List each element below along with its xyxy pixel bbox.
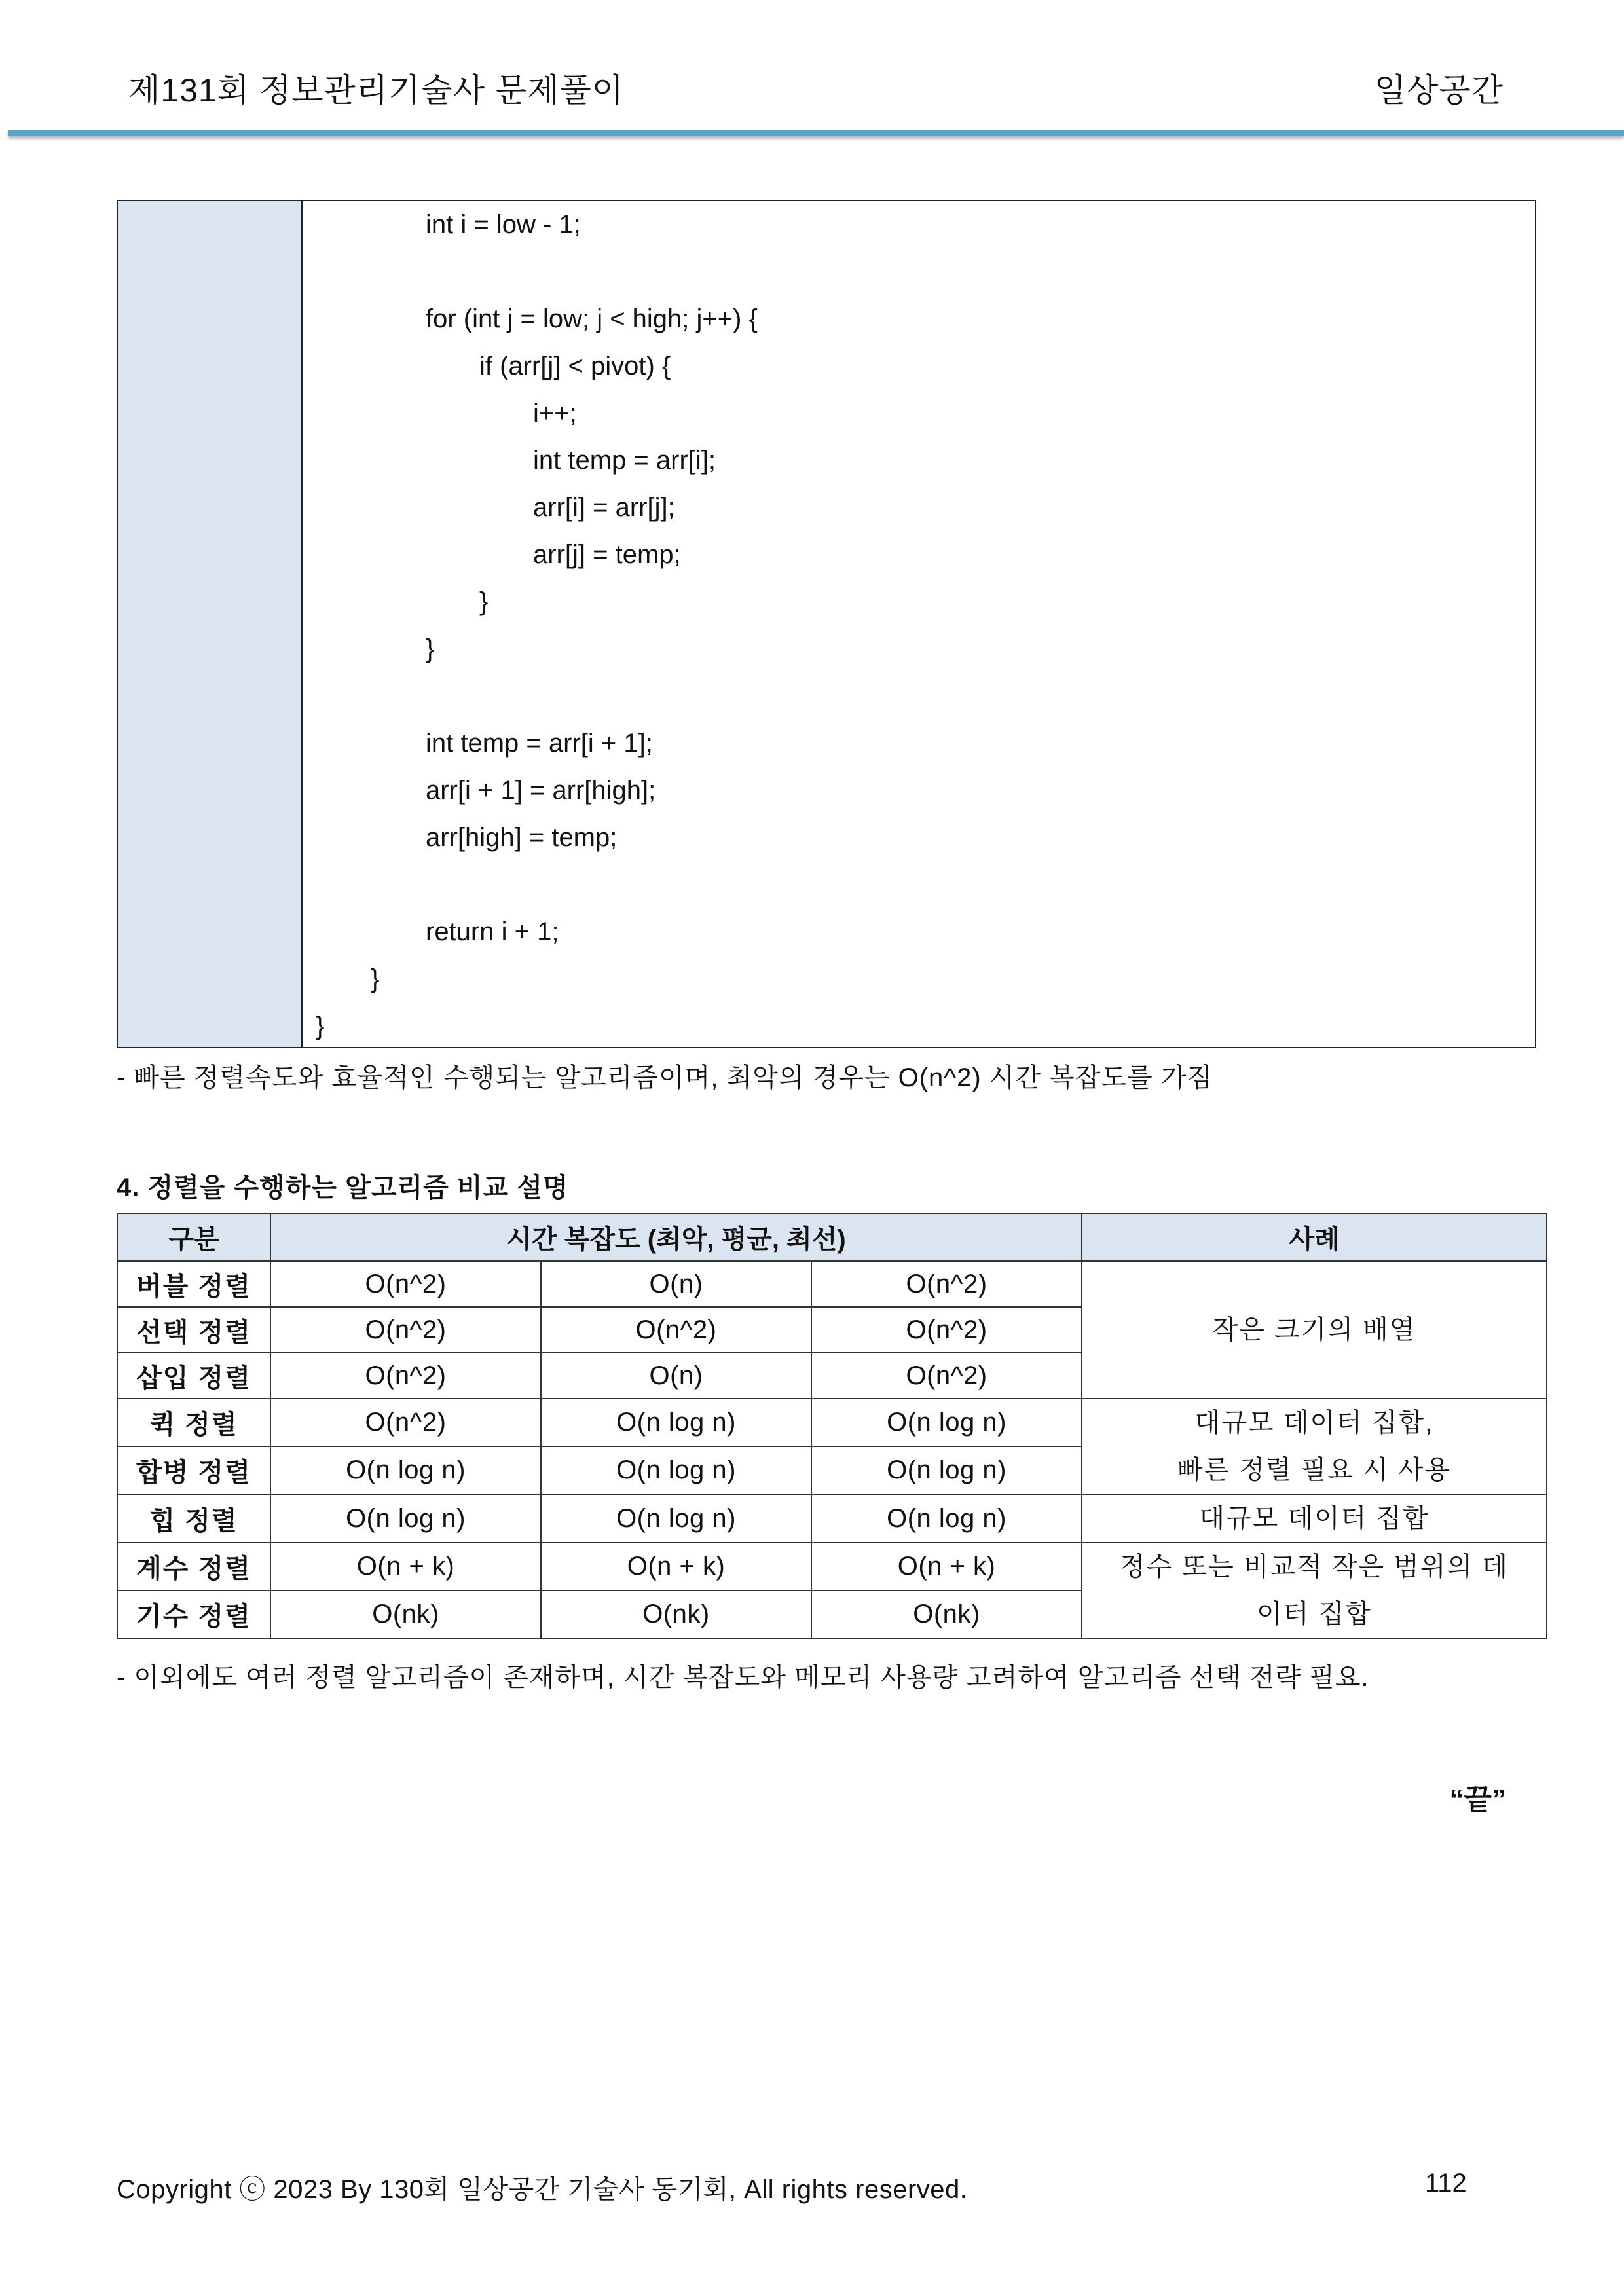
worst-case: O(n log n) [270,1446,541,1494]
average-case: O(n log n) [541,1399,811,1446]
worst-case: O(n log n) [270,1494,541,1543]
average-case: O(n log n) [541,1446,811,1494]
code-body [303,201,1535,1047]
best-case: O(n log n) [811,1446,1082,1494]
table-row [117,1261,1547,1307]
note-quicksort: - 빠른 정렬속도와 효율적인 수행되는 알고리즘이며, 최악의 경우는 O(n^2) 시간 복잡도를 가짐 [117,1063,1213,1092]
example-large-fast-line2: 빠른 정렬 필요 시 사용 [1177,1456,1452,1484]
table-row [117,1399,1547,1446]
row-name: 계수 정렬 [117,1543,270,1590]
code-line: arr[i + 1] = arr[high]; [426,776,656,805]
worst-case: O(n^2) [270,1261,541,1307]
table-header-row [117,1213,1547,1261]
code-line: arr[i] = arr[j]; [533,493,675,522]
code-line: int temp = arr[i]; [533,446,716,475]
code-line: } [479,587,489,616]
code-box [117,200,1536,1048]
worst-case: O(n^2) [270,1399,541,1446]
code-line: return i + 1; [426,917,559,946]
example-integer-line2: 이터 집합 [1257,1600,1372,1628]
code-line: int i = low - 1; [426,210,581,239]
code-line: int temp = arr[i + 1]; [426,729,653,758]
example-large: 대규모 데이터 집합 [1082,1494,1547,1543]
row-name: 선택 정렬 [117,1307,270,1353]
code-side-cell [118,201,303,1047]
example-small-array: 작은 크기의 배열 [1082,1261,1547,1399]
code-line: arr[j] = temp; [533,540,681,569]
row-name: 퀵 정렬 [117,1399,270,1446]
example-integer-line1: 정수 또는 비교적 작은 범위의 데 [1120,1552,1509,1581]
code-line: } [316,1012,325,1040]
code-line: for (int j = low; j < high; j++) { [426,304,758,333]
best-case: O(nk) [811,1590,1082,1638]
average-case: O(nk) [541,1590,811,1638]
row-name: 힙 정렬 [117,1494,270,1543]
best-case: O(n log n) [811,1399,1082,1446]
note-other-algorithms: - 이외에도 여러 정렬 알고리즘이 존재하며, 시간 복잡도와 메모리 사용량 고려하여 알고리즘 선택 전략 필요. [117,1663,1369,1692]
worst-case: O(n^2) [270,1307,541,1353]
col-header-complexity: 시간 복잡도 (최악, 평균, 최선) [270,1213,1082,1261]
section-title: 4. 정렬을 수행하는 알고리즘 비교 설명 [117,1173,569,1202]
col-header-category: 구분 [117,1213,270,1261]
worst-case: O(n^2) [270,1353,541,1399]
worst-case: O(n + k) [270,1543,541,1590]
example-large-fast-line1: 대규모 데이터 집합, [1194,1408,1434,1437]
row-name: 버블 정렬 [117,1261,270,1307]
code-line: } [426,634,435,663]
average-case: O(n^2) [541,1307,811,1353]
best-case: O(n log n) [811,1494,1082,1543]
average-case: O(n) [541,1261,811,1307]
average-case: O(n + k) [541,1543,811,1590]
table-row [117,1494,1547,1543]
worst-case: O(nk) [270,1590,541,1638]
header-divider [8,130,1624,136]
code-line: arr[high] = temp; [426,823,618,852]
best-case: O(n^2) [811,1307,1082,1353]
sort-comparison-table [117,1213,1547,1639]
average-case: O(n) [541,1353,811,1399]
header-title: 제131회 정보관리기술사 문제풀이 [128,72,625,109]
code-line: i++; [533,399,577,428]
row-name: 기수 정렬 [117,1590,270,1638]
code-line: if (arr[j] < pivot) { [479,352,671,380]
example-large-fast [1082,1399,1547,1494]
code-line: } [371,964,380,993]
average-case: O(n log n) [541,1494,811,1543]
page-number: 112 [1425,2169,1467,2197]
example-integer [1082,1543,1547,1638]
best-case: O(n + k) [811,1543,1082,1590]
header-brand: 일상공간 [1374,72,1504,109]
end-mark: “끝” [1449,1784,1506,1816]
footer-copyright: Copyright ⓒ 2023 By 130회 일상공간 기술사 동기회, All rights reserved. [117,2175,968,2204]
best-case: O(n^2) [811,1261,1082,1307]
row-name: 삽입 정렬 [117,1353,270,1399]
best-case: O(n^2) [811,1353,1082,1399]
col-header-example: 사례 [1082,1213,1547,1261]
row-name: 합병 정렬 [117,1446,270,1494]
table-row [117,1543,1547,1590]
